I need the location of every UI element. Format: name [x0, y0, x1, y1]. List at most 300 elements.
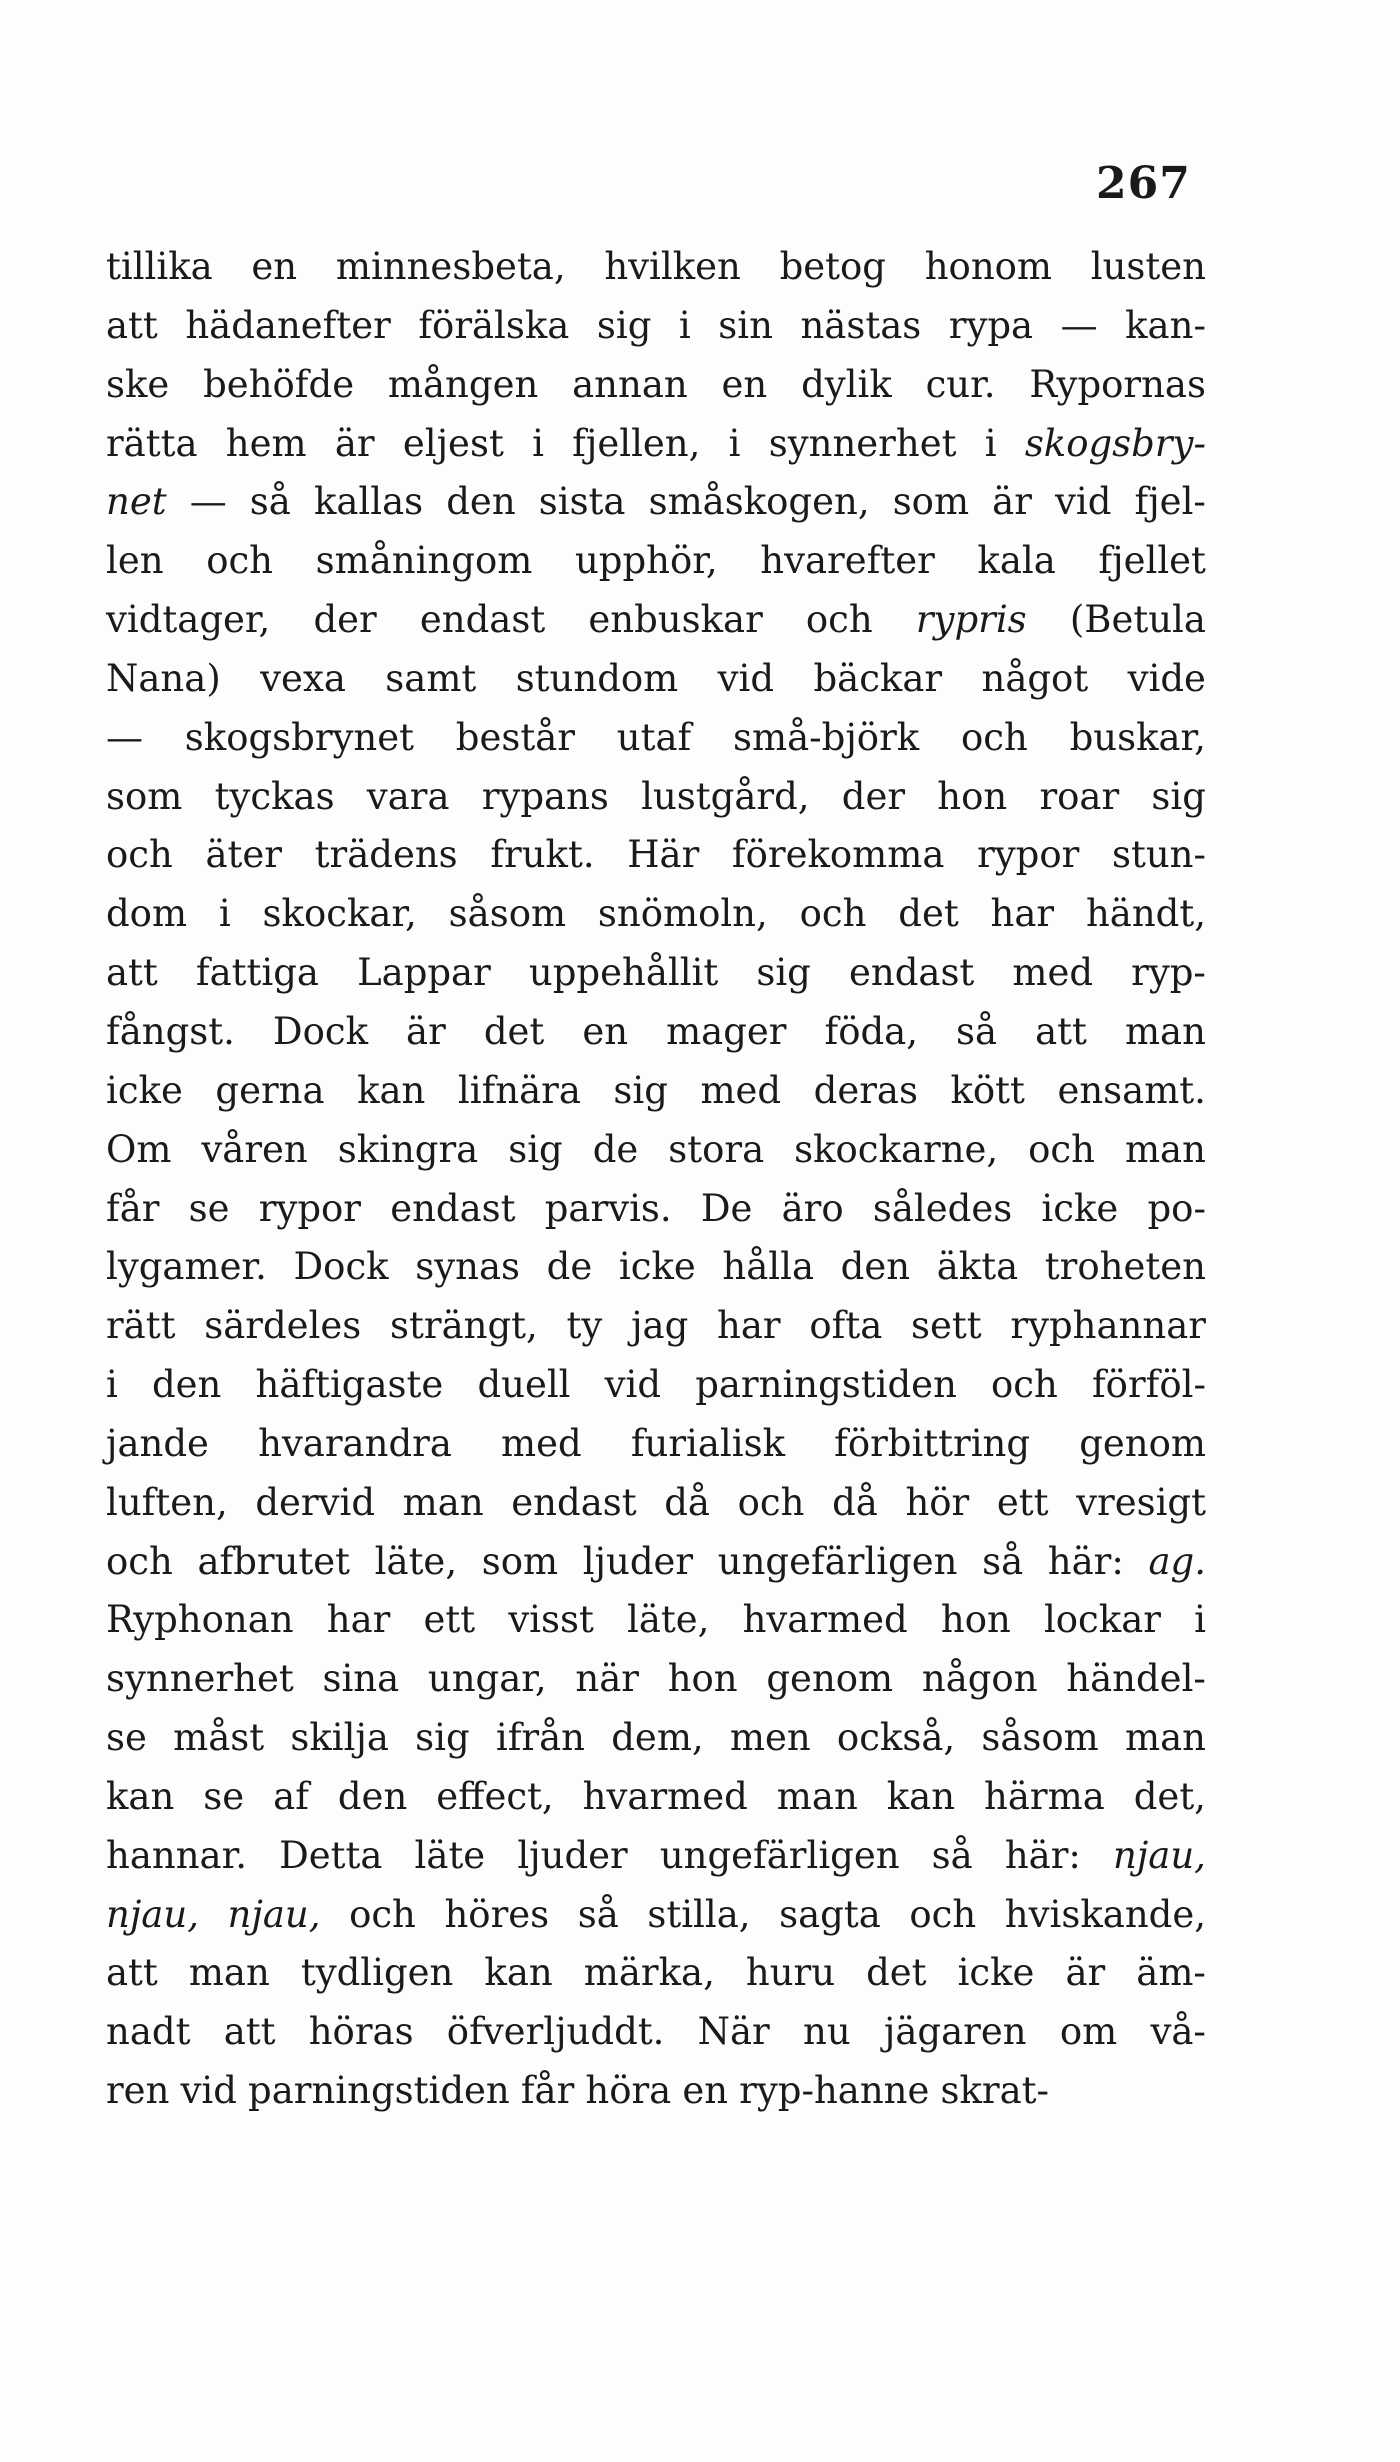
word: sista — [538, 480, 626, 524]
word: hvarmed — [582, 1774, 748, 1818]
word: ungar, — [427, 1657, 547, 1701]
text-segment: njau, — [1112, 1833, 1206, 1877]
word: någon — [921, 1657, 1038, 1701]
word: ofta — [809, 1304, 883, 1348]
word: man — [1124, 1009, 1206, 1053]
word: der — [313, 598, 377, 642]
word: endast — [511, 1480, 637, 1524]
word: upphör, — [574, 539, 718, 583]
word: måst — [173, 1716, 265, 1760]
word: den — [840, 1245, 911, 1289]
word: de — [546, 1245, 593, 1289]
word: frukt. — [490, 833, 595, 877]
word: som — [892, 480, 970, 524]
text-line — [106, 1238, 1206, 1297]
word: utaf — [616, 715, 692, 759]
text-line — [106, 2003, 1206, 2062]
word: vid — [1054, 480, 1112, 524]
word: ett — [996, 1480, 1049, 1524]
word: och — [737, 1480, 805, 1524]
word: — — [106, 715, 143, 759]
word: och — [106, 833, 173, 877]
word: gerna — [215, 1068, 325, 1112]
word: sig — [508, 1127, 563, 1171]
text-line — [106, 768, 1206, 827]
text-line — [106, 1768, 1206, 1827]
word: eljest — [402, 421, 504, 465]
word: När — [697, 2010, 770, 2054]
word: den — [446, 480, 516, 524]
word: Nana) — [106, 656, 221, 700]
word: föda, — [824, 1009, 919, 1053]
word: parningstiden — [248, 2069, 510, 2113]
word: häftigaste — [255, 1363, 444, 1407]
word: synnerhet — [768, 421, 957, 465]
word: sig — [596, 303, 652, 347]
word: cur. — [925, 362, 996, 406]
word: rypans — [481, 774, 609, 818]
word: höra — [585, 2069, 672, 2113]
word: tyckas — [214, 774, 335, 818]
word: hvarefter — [760, 539, 935, 583]
word: att — [223, 2010, 276, 2054]
word: mager — [666, 1009, 787, 1053]
word: vid — [604, 1363, 662, 1407]
word: har — [326, 1598, 391, 1642]
word: kan — [886, 1774, 956, 1818]
word: i — [728, 421, 741, 465]
text-line — [106, 650, 1206, 709]
word: så — [577, 1892, 619, 1936]
word: särdeles — [204, 1304, 362, 1348]
word: men — [729, 1716, 811, 1760]
word: det, — [1133, 1774, 1206, 1818]
word: kan — [106, 1774, 175, 1818]
word: man — [402, 1480, 484, 1524]
word: vara — [366, 774, 450, 818]
word: vid — [717, 656, 775, 700]
word: sig — [756, 951, 811, 995]
word: i — [984, 421, 997, 465]
word: det — [866, 1951, 927, 1995]
word: Här — [627, 833, 700, 877]
word: hålla — [722, 1245, 815, 1289]
word: i — [218, 892, 231, 936]
word: nu — [802, 2010, 851, 2054]
text-line — [106, 826, 1206, 885]
word: samt — [385, 656, 477, 700]
word: troheten — [1044, 1245, 1206, 1289]
word: lustgård, — [641, 774, 810, 818]
text-line — [106, 1062, 1206, 1121]
word: ungefärligen — [659, 1833, 900, 1877]
word: läte, — [374, 1539, 458, 1583]
word: sig — [1151, 774, 1206, 818]
word: den — [337, 1774, 408, 1818]
word: duell — [477, 1363, 571, 1407]
word: kött — [950, 1068, 1025, 1112]
word: lockar — [1043, 1598, 1161, 1642]
word: är — [406, 1009, 446, 1053]
text-line — [106, 1709, 1206, 1768]
word: hannar. — [106, 1833, 247, 1877]
word: så — [931, 1833, 973, 1877]
word: i — [106, 1363, 118, 1407]
word: och — [960, 715, 1028, 759]
word: hon — [940, 1598, 1011, 1642]
word: nadt — [106, 2010, 191, 2054]
word: Lappar — [357, 951, 491, 995]
word: af — [273, 1774, 309, 1818]
word: betog — [779, 245, 886, 288]
word: trädens — [314, 833, 458, 877]
word: och — [799, 892, 867, 936]
word: höras — [308, 2010, 414, 2054]
word: äm- — [1136, 1951, 1206, 1995]
word: kallas — [313, 480, 424, 524]
text-line — [106, 1415, 1206, 1474]
text-line — [106, 415, 1206, 474]
word: De — [700, 1186, 753, 1230]
word: är — [334, 421, 375, 465]
word: uppehållit — [528, 951, 719, 995]
word: således — [872, 1186, 1013, 1230]
word: sett — [911, 1304, 982, 1348]
word: endast — [848, 951, 975, 995]
word: rypor — [977, 833, 1080, 877]
word: effect, — [436, 1774, 554, 1818]
word: såsom — [981, 1716, 1099, 1760]
word: läte — [414, 1833, 486, 1877]
word: består — [455, 715, 575, 759]
word: endast — [390, 1186, 516, 1230]
word: små-björk — [733, 715, 920, 759]
word: dervid — [255, 1480, 376, 1524]
word: sig — [415, 1716, 470, 1760]
word: se — [106, 1716, 147, 1760]
word: hon — [937, 774, 1008, 818]
word: hädanefter — [185, 303, 391, 347]
word: skilja — [290, 1716, 389, 1760]
text-segment: skogsbry- — [1024, 421, 1206, 465]
text-line — [106, 473, 1206, 532]
word: att — [106, 951, 158, 995]
word: hviskande, — [1004, 1892, 1206, 1936]
word: här: — [1004, 1833, 1081, 1877]
word: hör — [905, 1480, 970, 1524]
word: hvilken — [604, 245, 741, 288]
word: genom — [1079, 1421, 1206, 1465]
word: stun- — [1111, 833, 1206, 877]
text-line — [106, 1886, 1206, 1945]
word: synnerhet — [106, 1657, 294, 1701]
word: det — [898, 892, 959, 936]
text-line — [106, 532, 1206, 591]
word: se — [203, 1774, 245, 1818]
word: i — [1194, 1598, 1206, 1642]
word: — — [1060, 303, 1098, 347]
word: Dock — [272, 1009, 369, 1053]
word: vid — [180, 2069, 237, 2113]
word: huru — [745, 1951, 836, 1995]
text-line — [106, 297, 1206, 356]
word: skogsbrynet — [184, 715, 415, 759]
text-line — [106, 2062, 1206, 2121]
word: enbuskar — [588, 598, 763, 642]
word: ungefärligen — [717, 1539, 958, 1583]
word: också, — [836, 1716, 956, 1760]
word: är — [1065, 1951, 1106, 1995]
word: rätt — [106, 1304, 176, 1348]
text-segment: ag. — [1148, 1539, 1206, 1583]
word: får — [520, 2069, 575, 2113]
word: len — [106, 539, 164, 583]
word: dom — [106, 892, 188, 936]
word: kan — [357, 1068, 426, 1112]
word: hvarandra — [258, 1421, 452, 1465]
word: och — [106, 1539, 173, 1583]
word: med — [1012, 951, 1094, 995]
word: vexa — [260, 656, 346, 700]
word: fjellet — [1098, 539, 1206, 583]
word: i — [532, 421, 544, 465]
text-line — [106, 1474, 1206, 1533]
word: sina — [322, 1657, 400, 1701]
word: och — [805, 598, 873, 642]
text-line — [106, 1121, 1206, 1180]
page-number: 267 — [1096, 158, 1191, 209]
word: icke — [1041, 1186, 1119, 1230]
word: stilla, — [647, 1892, 751, 1936]
word: och — [909, 1892, 977, 1936]
word: så — [249, 480, 291, 524]
word: kan — [484, 1951, 553, 1995]
word: har — [990, 892, 1055, 936]
word: dem, — [611, 1716, 704, 1760]
text-line — [106, 709, 1206, 768]
word: och — [349, 1892, 416, 1936]
word: Ryphonan — [106, 1598, 294, 1642]
word: om — [1059, 2010, 1118, 2054]
word: kala — [977, 539, 1056, 583]
word: hem — [225, 421, 307, 465]
text-line — [106, 885, 1206, 944]
word: icke — [957, 1951, 1035, 1995]
word: tydligen — [300, 1951, 454, 1995]
word: fjel- — [1134, 480, 1206, 524]
word: händel- — [1066, 1657, 1206, 1701]
word: ryp- — [1131, 951, 1206, 995]
word: endast — [419, 598, 546, 642]
word: äter — [205, 833, 282, 877]
word: får — [106, 1186, 160, 1230]
word: höres — [444, 1892, 550, 1936]
word: ljuder — [517, 1833, 628, 1877]
word: jägaren — [883, 2010, 1027, 2054]
text-segment: rypris — [915, 598, 1027, 642]
word: lusten — [1090, 245, 1206, 288]
word: förekomma — [731, 833, 945, 877]
word: en — [682, 2069, 729, 2113]
word: snömoln, — [597, 892, 768, 936]
text-segment: net — [106, 480, 167, 524]
word: roar — [1039, 774, 1120, 818]
word: lygamer. — [106, 1245, 267, 1289]
word: njau, — [106, 1892, 199, 1936]
word: ske — [106, 362, 170, 406]
word: strängt, — [390, 1304, 538, 1348]
word: annan — [572, 362, 688, 406]
text-line — [106, 591, 1206, 650]
word: och — [1028, 1127, 1095, 1171]
word: sagta — [779, 1892, 881, 1936]
word: rätta — [106, 421, 198, 465]
word: minnesbeta, — [335, 245, 566, 288]
word: ifrån — [495, 1716, 586, 1760]
word: ty — [566, 1304, 603, 1348]
word: afbrutet — [197, 1539, 351, 1583]
word: parningstiden — [695, 1363, 957, 1407]
word: våren — [201, 1127, 308, 1171]
word: icke — [618, 1245, 696, 1289]
word: har — [717, 1304, 781, 1348]
word: en — [582, 1009, 629, 1053]
body-text — [106, 238, 1206, 2121]
word: är — [992, 480, 1032, 524]
word: här: — [1047, 1539, 1124, 1583]
word: när — [575, 1657, 639, 1701]
word: Rypornas — [1029, 362, 1206, 406]
word: hvarmed — [742, 1598, 908, 1642]
word: det — [483, 1009, 545, 1053]
word: ett — [423, 1598, 476, 1642]
word: man — [1124, 1127, 1206, 1171]
word: fattiga — [195, 951, 319, 995]
word: något — [981, 656, 1089, 700]
text-line — [106, 1944, 1206, 2003]
word: fjellen, — [572, 421, 701, 465]
text-line — [106, 1533, 1206, 1592]
word: märka, — [583, 1951, 715, 1995]
word: vidtager, — [106, 598, 271, 642]
word: visst — [508, 1598, 594, 1642]
word: man — [1125, 1716, 1206, 1760]
word: rypa — [948, 303, 1034, 347]
word: så — [982, 1539, 1024, 1583]
word: vå- — [1150, 2010, 1206, 2054]
word: Dock — [293, 1245, 389, 1289]
text-segment: (Betula — [1069, 598, 1206, 642]
word: då — [832, 1480, 878, 1524]
word: deras — [813, 1068, 918, 1112]
word: öfverljuddt. — [446, 2010, 665, 2054]
word: som — [481, 1539, 559, 1583]
word: der — [841, 774, 906, 818]
word: fångst. — [106, 1009, 235, 1053]
word: skockar, — [262, 892, 417, 936]
text-line — [106, 1356, 1206, 1415]
word: mången — [387, 362, 539, 406]
word: vresigt — [1076, 1480, 1206, 1524]
word: po- — [1147, 1186, 1206, 1230]
word: såsom — [448, 892, 567, 936]
text-line — [106, 1591, 1206, 1650]
word: honom — [924, 245, 1053, 288]
word: skingra — [337, 1127, 479, 1171]
word: rypor — [258, 1186, 361, 1230]
word: se — [188, 1186, 230, 1230]
word: med — [501, 1421, 582, 1465]
word: en — [721, 362, 768, 406]
text-line — [106, 944, 1206, 1003]
word: lifnära — [457, 1068, 581, 1112]
word: Om — [106, 1127, 172, 1171]
word: att — [106, 1951, 158, 1995]
word: dylik — [801, 362, 892, 406]
word: ryphannar — [1010, 1304, 1206, 1348]
word: synas — [415, 1245, 521, 1289]
word: jande — [106, 1421, 209, 1465]
word: tillika — [106, 245, 213, 288]
word: skockarne, — [794, 1127, 999, 1171]
text-line — [106, 1297, 1206, 1356]
word: att — [1035, 1009, 1087, 1053]
word: behöfde — [203, 362, 355, 406]
word: man — [776, 1774, 858, 1818]
word: den — [151, 1363, 222, 1407]
word: förbittring — [834, 1421, 1031, 1465]
word: jag — [631, 1304, 689, 1348]
word: då — [664, 1480, 710, 1524]
word: — — [189, 480, 227, 524]
text-line — [106, 356, 1206, 415]
word: en — [251, 245, 298, 288]
word: som — [106, 774, 183, 818]
word: sin — [718, 303, 773, 347]
word: stora — [668, 1127, 765, 1171]
word: stundom — [515, 656, 679, 700]
word: genom — [766, 1657, 894, 1701]
word: förföl- — [1091, 1363, 1206, 1407]
word: ensamt. — [1057, 1068, 1206, 1112]
word: ryp-hanne — [739, 2069, 930, 2113]
word: de — [592, 1127, 639, 1171]
word: att — [106, 303, 158, 347]
word: luften, — [106, 1480, 228, 1524]
text-line — [106, 1003, 1206, 1062]
word: skrat- — [940, 2069, 1050, 2113]
word: så — [956, 1009, 998, 1053]
word: småskogen, — [648, 480, 870, 524]
word: bäckar — [813, 656, 943, 700]
word: kan- — [1125, 303, 1206, 347]
text-line — [106, 238, 1206, 297]
word: och — [206, 539, 274, 583]
word: parvis. — [544, 1186, 672, 1230]
word: vide — [1127, 656, 1206, 700]
word: hon — [667, 1657, 738, 1701]
word: och — [991, 1363, 1058, 1407]
word: härma — [984, 1774, 1105, 1818]
word: icke — [106, 1068, 183, 1112]
word: sig — [613, 1068, 668, 1112]
word: i — [678, 303, 691, 347]
word: ren — [106, 2069, 170, 2113]
text-line — [106, 1650, 1206, 1709]
word: med — [700, 1068, 782, 1112]
word: äkta — [936, 1245, 1019, 1289]
word: Detta — [279, 1833, 383, 1877]
